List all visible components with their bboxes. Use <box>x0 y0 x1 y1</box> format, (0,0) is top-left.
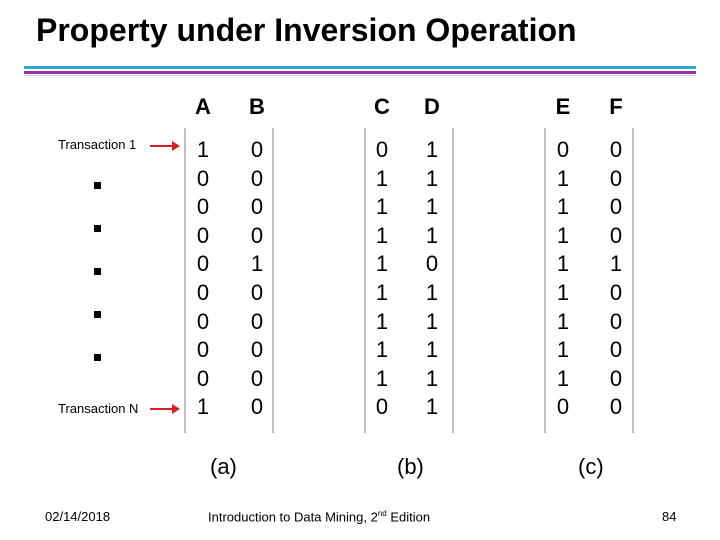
column-c-cell-2: 1 <box>375 165 389 191</box>
column-a-cell-2: 0 <box>196 165 210 191</box>
column-d-cell-3: 1 <box>425 194 439 220</box>
column-b-cell-3: 0 <box>250 194 264 220</box>
column-f-cell-4: 0 <box>609 222 623 248</box>
column-d-cell-6: 1 <box>425 279 439 305</box>
column-e-cell-8: 1 <box>556 337 570 363</box>
column-e-cell-5: 1 <box>556 251 570 277</box>
column-a-bar <box>184 128 186 433</box>
subfigure-a-label: (a) <box>210 454 237 479</box>
column-e-bar <box>544 128 546 433</box>
column-d-cell-10: 1 <box>425 394 439 420</box>
column-f-cell-9: 0 <box>609 365 623 391</box>
column-d-values <box>417 136 447 422</box>
column-b-values <box>242 136 272 422</box>
ellipsis-bullet <box>94 225 101 232</box>
column-d-bar <box>452 128 454 433</box>
column-c-cell-9: 1 <box>375 365 389 391</box>
transaction-n-arrow <box>150 408 178 410</box>
page-number: 84 <box>662 509 677 524</box>
title-rule-blue <box>24 66 696 69</box>
column-d-cell-5: 0 <box>425 251 439 277</box>
column-f-values <box>601 136 631 422</box>
column-f-cell-10: 0 <box>609 394 623 420</box>
column-d-cell-9: 1 <box>425 365 439 391</box>
transaction-1-label: Transaction 1 <box>58 137 137 152</box>
column-b-cell-5: 1 <box>250 251 264 277</box>
column-c-cell-3: 1 <box>375 194 389 220</box>
column-e-cell-3: 1 <box>556 194 570 220</box>
column-f-cell-6: 0 <box>609 279 623 305</box>
column-e-cell-6: 1 <box>556 279 570 305</box>
column-d-cell-8: 1 <box>425 337 439 363</box>
transaction-n-label: Transaction N <box>58 401 139 416</box>
column-b-cell-6: 0 <box>250 279 264 305</box>
footer-book-title <box>208 509 430 524</box>
column-d-cell-4: 1 <box>425 222 439 248</box>
column-a-cell-9: 0 <box>196 365 210 391</box>
column-f-cell-1: 0 <box>609 137 623 162</box>
title-rule-purple <box>24 71 696 74</box>
column-c-bar <box>364 128 366 433</box>
column-c-cell-5: 1 <box>375 251 389 277</box>
column-b-cell-7: 0 <box>250 308 264 334</box>
column-e-cell-9: 1 <box>556 365 570 391</box>
ellipsis-bullet <box>94 354 101 361</box>
column-a-cell-5: 0 <box>196 251 210 277</box>
column-e-cell-4: 1 <box>556 222 570 248</box>
column-e-values <box>548 136 578 422</box>
column-d-cell-1: 1 <box>425 137 439 162</box>
column-e-header: E <box>555 94 571 119</box>
ellipsis-bullet <box>94 182 101 189</box>
footer-date: 02/14/2018 <box>45 509 111 524</box>
column-b-cell-1: 0 <box>250 137 264 162</box>
subfigure-b-label: (b) <box>397 454 424 479</box>
column-b-cell-4: 0 <box>250 222 264 248</box>
column-c-values <box>367 136 397 422</box>
column-e-cell-10: 0 <box>556 394 570 420</box>
title-rule-gray <box>24 75 696 76</box>
ellipsis-bullet <box>94 311 101 318</box>
slide-title: Property under Inversion Operation <box>36 12 577 48</box>
column-f-cell-3: 0 <box>609 194 623 220</box>
column-c-cell-8: 1 <box>375 337 389 363</box>
footer-text: Introduction to Data Mining, 2 <box>208 509 378 525</box>
column-c-header: C <box>374 94 390 119</box>
column-c-cell-6: 1 <box>375 279 389 305</box>
column-f-cell-8: 0 <box>609 337 623 363</box>
column-a-cell-3: 0 <box>196 194 210 220</box>
column-c-cell-10: 0 <box>375 394 389 420</box>
column-e-cell-7: 1 <box>556 308 570 334</box>
subfigure-c-label: (c) <box>578 454 604 479</box>
column-b-cell-8: 0 <box>250 337 264 363</box>
column-a-cell-4: 0 <box>196 222 210 248</box>
column-b-cell-10: 0 <box>250 394 264 420</box>
column-e-cell-2: 1 <box>556 165 570 191</box>
column-b-cell-9: 0 <box>250 365 264 391</box>
ellipsis-bullet <box>94 268 101 275</box>
column-a-cell-10: 1 <box>196 394 210 420</box>
column-e-cell-1: 0 <box>556 137 570 162</box>
column-f-cell-5: 1 <box>609 251 623 277</box>
column-f-cell-7: 0 <box>609 308 623 334</box>
column-a-cell-1: 1 <box>196 137 210 162</box>
column-c-cell-4: 1 <box>375 222 389 248</box>
column-d-header: D <box>424 94 440 119</box>
footer-superscript: nd <box>377 509 387 518</box>
column-f-cell-2: 0 <box>609 165 623 191</box>
column-d-cell-2: 1 <box>425 165 439 191</box>
column-a-cell-6: 0 <box>196 279 210 305</box>
column-f-bar <box>632 128 634 433</box>
column-a-cell-7: 0 <box>196 308 210 334</box>
column-c-cell-1: 0 <box>375 137 389 162</box>
column-a-cell-8: 0 <box>196 337 210 363</box>
column-b-cell-2: 0 <box>250 165 264 191</box>
column-f-header: F <box>609 94 623 119</box>
column-a-header: A <box>195 94 211 119</box>
column-a-values <box>188 136 218 422</box>
column-c-cell-7: 1 <box>375 308 389 334</box>
transaction-1-arrow <box>150 145 178 147</box>
column-b-header: B <box>249 94 265 119</box>
footer-text-2: Edition <box>386 509 431 525</box>
column-d-cell-7: 1 <box>425 308 439 334</box>
column-b-bar <box>272 128 274 433</box>
